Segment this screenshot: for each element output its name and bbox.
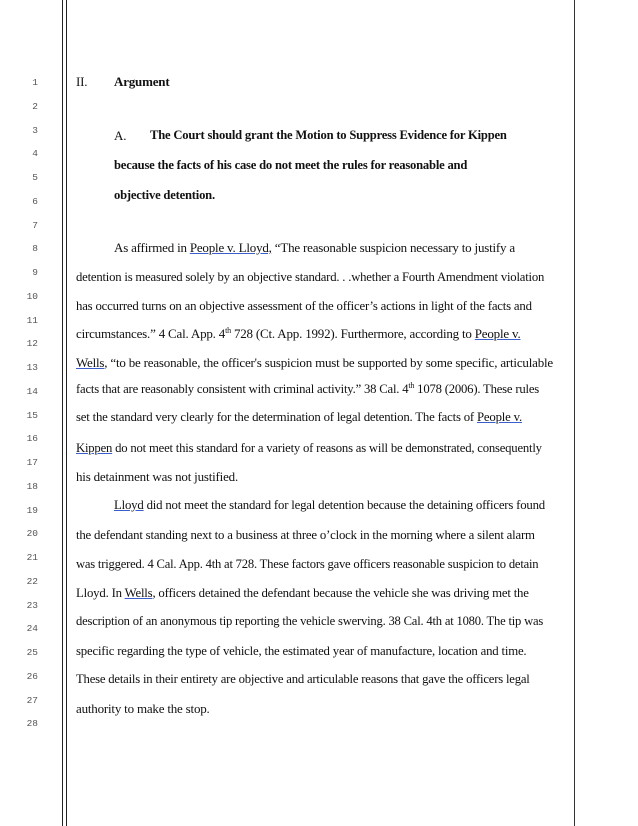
case-citation-kippen: People v.	[477, 410, 522, 424]
body-line: circumstances.” 4 Cal. App. 4th 728 (Ct. App. 1992). Furthermore, according to People v.	[76, 326, 521, 341]
line-number: 6	[32, 196, 38, 207]
margin-line-right	[574, 0, 575, 826]
line-number: 5	[32, 172, 38, 183]
body-line: specific regarding the type of vehicle, the estimated year of manufacture, location and time.	[76, 644, 527, 658]
subsection-letter: A.	[114, 128, 127, 143]
line-number: 10	[26, 291, 38, 302]
line-number: 9	[32, 267, 38, 278]
line-number: 11	[26, 315, 38, 326]
line-number: 16	[26, 433, 38, 444]
body-line: Lloyd did not meet the standard for legal detention because the detaining officers found	[114, 498, 545, 512]
line-number: 12	[26, 338, 38, 349]
subsection-heading-line: The Court should grant the Motion to Suppress Evidence for Kippen	[150, 128, 507, 142]
section-title: Argument	[114, 74, 170, 89]
line-number: 24	[26, 623, 38, 634]
body-line: Kippen do not meet this standard for a variety of reasons as will be demonstrated, consequently	[76, 441, 542, 455]
body-line: These details in their entirety are objective and articulable reasons that gave the officers legal	[76, 672, 530, 686]
body-line: detention is measured solely by an objective standard. . .whether a Fourth Amendment violation	[76, 270, 545, 284]
body-line: description of an anonymous tip reporting the vehicle swerving. 38 Cal. 4th at 1080. The tip was	[76, 614, 544, 628]
body-line: set the standard very clearly for the determination of legal detention. The facts of People v.	[76, 410, 522, 424]
body-line: has occurred turns on an objective assessment of the officer’s actions in light of the facts and	[76, 299, 532, 313]
line-number: 18	[26, 481, 38, 492]
line-number: 7	[32, 220, 38, 231]
subsection-heading-line: objective detention.	[114, 188, 215, 202]
line-number: 4	[32, 148, 38, 159]
case-citation-wells: Wells	[124, 586, 153, 600]
margin-line-left-outer	[62, 0, 63, 826]
line-number: 27	[26, 695, 38, 706]
line-number: 20	[26, 528, 38, 539]
line-number: 28	[26, 718, 38, 729]
line-number: 13	[26, 362, 38, 373]
body-line: facts that are reasonably consistent with criminal activity.” 38 Cal. 4th 1078 (2006). These rules	[76, 381, 539, 396]
line-number: 26	[26, 671, 38, 682]
case-citation-lloyd: People v. Lloyd,	[189, 240, 272, 255]
line-number: 14	[26, 386, 38, 397]
margin-line-left-inner	[66, 0, 67, 826]
body-line: his detainment was not justified.	[76, 469, 239, 484]
line-number: 2	[32, 101, 38, 112]
line-number: 25	[26, 647, 38, 658]
line-number: 23	[26, 600, 38, 611]
subsection-heading-line: because the facts of his case do not meet the rules for reasonable and	[114, 158, 468, 172]
line-number: 22	[26, 576, 38, 587]
section-numeral: II.	[76, 74, 88, 89]
line-number: 21	[26, 552, 38, 563]
case-citation-lloyd: Lloyd	[114, 498, 144, 512]
line-number: 8	[32, 243, 38, 254]
case-citation-wells: People v.	[474, 326, 521, 341]
body-line: As affirmed in People v. Lloyd, “The reasonable suspicion necessary to justify a	[114, 240, 515, 255]
line-number: 17	[26, 457, 38, 468]
body-line: Lloyd. In Wells, officers detained the defendant because the vehicle she was driving met the	[76, 586, 529, 600]
body-line: authority to make the stop.	[76, 701, 210, 716]
body-line: was triggered. 4 Cal. App. 4th at 728. These factors gave officers reasonable suspicion to detain	[76, 557, 539, 571]
line-number: 1	[32, 77, 38, 88]
body-line: Wells, “to be reasonable, the officer's suspicion must be supported by some specific, articulable	[76, 355, 553, 370]
line-number: 19	[26, 505, 38, 516]
line-number: 15	[26, 410, 38, 421]
case-citation-kippen: Kippen	[76, 441, 113, 455]
line-number: 3	[32, 125, 38, 136]
case-citation-wells: Wells	[76, 355, 105, 370]
body-line: the defendant standing next to a business at three o’clock in the morning where a silent alarm	[76, 528, 535, 542]
